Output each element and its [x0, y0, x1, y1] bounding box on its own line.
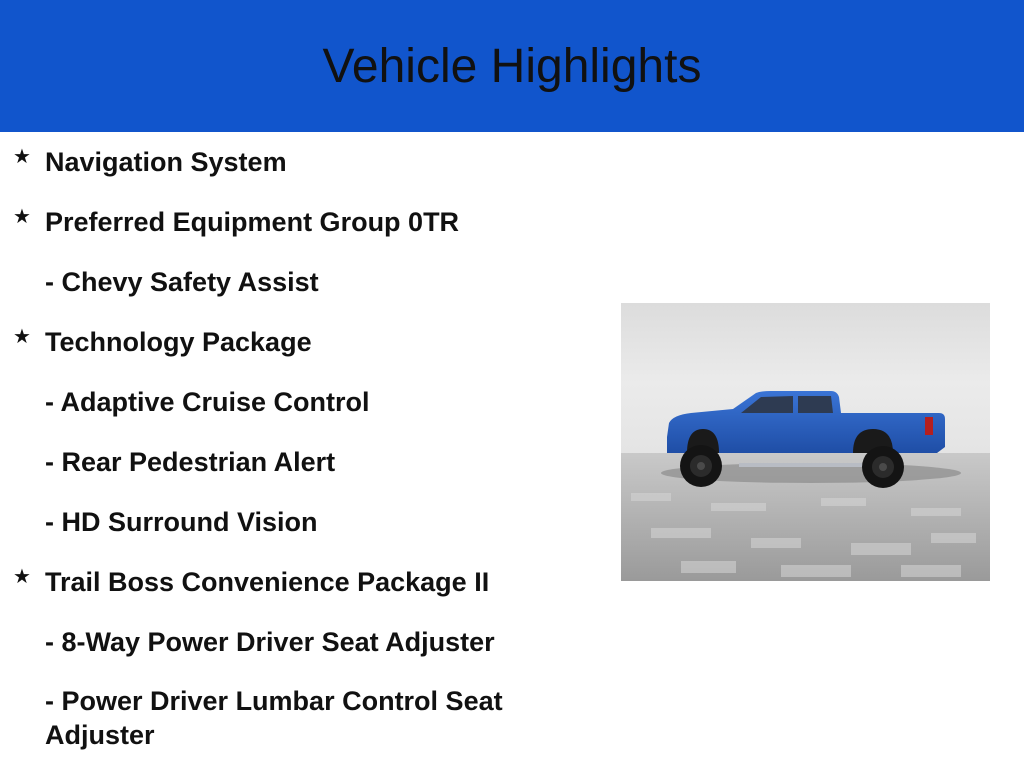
highlight-text: Technology Package	[45, 327, 312, 357]
star-icon: ★	[13, 206, 31, 228]
page-title: Vehicle Highlights	[322, 40, 702, 93]
highlight-subitem-text: - HD Surround Vision	[45, 507, 318, 537]
highlight-subitem-text: - Adaptive Cruise Control	[45, 387, 370, 417]
highlight-text: Trail Boss Convenience Package II	[45, 567, 490, 597]
highlight-text: Preferred Equipment Group 0TR	[45, 207, 460, 237]
highlight-subitem-text: - Power Driver Lumbar Control Seat Adjuster	[45, 686, 503, 750]
star-icon: ★	[13, 146, 31, 168]
star-icon: ★	[13, 566, 31, 588]
highlight-subitem-text: - Rear Pedestrian Alert	[45, 447, 336, 477]
highlight-text: Navigation System	[45, 147, 287, 177]
highlight-subitem-text: - Chevy Safety Assist	[45, 267, 319, 297]
star-icon: ★	[13, 326, 31, 348]
vehicle-photo	[621, 303, 990, 581]
pickup-truck-image	[621, 303, 990, 581]
highlight-subitem-text: - 8-Way Power Driver Seat Adjuster	[45, 627, 495, 657]
header-banner	[0, 0, 1024, 132]
